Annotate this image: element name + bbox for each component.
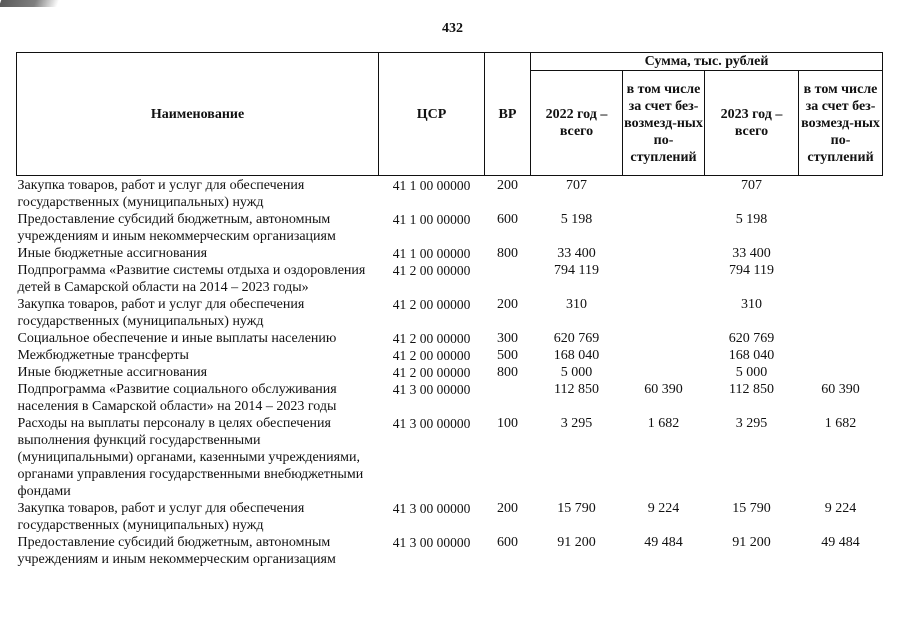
row-vr: 800	[497, 365, 518, 380]
row-2023-grant	[799, 347, 883, 364]
row-name: Расходы на выплаты персоналу в целях обеспечения выполнения функций государственными (муниципальными) органами, казенными учреждениями, органами управления государственными внебюджетными фондами	[17, 416, 364, 499]
row-2022-grant	[623, 262, 705, 296]
row-csr: 41 1 00 00000	[392, 246, 471, 261]
table-row	[17, 262, 883, 296]
row-csr: 41 2 00 00000	[392, 263, 471, 278]
row-2022-grant: 9 224	[647, 501, 680, 516]
row-2023-total: 91 200	[732, 535, 771, 550]
row-2023-grant	[799, 296, 883, 330]
row-2023-grant: 49 484	[821, 535, 860, 550]
row-name: Иные бюджетные ассигнования	[17, 365, 208, 380]
row-2022-total: 15 790	[557, 501, 596, 516]
table-row	[17, 245, 883, 262]
row-2023-grant	[799, 364, 883, 381]
table-row	[17, 415, 883, 500]
row-csr: 41 1 00 00000	[392, 212, 471, 227]
table-row	[17, 381, 883, 415]
header-2022-grant: в том числе за счет без-возмезд-ных по-ступлений	[623, 71, 705, 176]
scan-artifact	[0, 0, 59, 7]
row-2023-total: 620 769	[728, 331, 775, 346]
row-2022-total: 794 119	[554, 263, 599, 278]
row-vr: 200	[497, 297, 518, 312]
row-vr	[485, 381, 531, 415]
table-body	[17, 176, 883, 569]
row-2022-total: 5 198	[560, 212, 593, 227]
row-2023-total: 310	[741, 297, 762, 312]
row-name: Закупка товаров, работ и услуг для обеспечения государственных (муниципальных) нужд	[17, 297, 305, 329]
row-2023-total: 33 400	[732, 246, 771, 261]
row-2022-grant	[623, 364, 705, 381]
row-2022-total: 310	[566, 297, 587, 312]
row-2022-total: 3 295	[560, 416, 593, 431]
row-2022-total: 5 000	[560, 365, 593, 380]
row-2023-grant	[799, 262, 883, 296]
row-2022-grant	[623, 330, 705, 347]
row-2022-grant	[623, 296, 705, 330]
row-2022-grant: 60 390	[644, 382, 683, 397]
table-row	[17, 211, 883, 245]
row-csr: 41 2 00 00000	[392, 365, 471, 380]
row-csr: 41 3 00 00000	[392, 382, 471, 397]
header-2023-total: 2023 год – всего	[705, 71, 799, 176]
row-2023-total: 15 790	[732, 501, 771, 516]
row-2023-grant: 9 224	[824, 501, 857, 516]
row-2022-total: 168 040	[553, 348, 600, 363]
row-vr: 200	[497, 501, 518, 516]
row-csr: 41 2 00 00000	[392, 348, 471, 363]
row-name: Закупка товаров, работ и услуг для обеспечения государственных (муниципальных) нужд	[17, 178, 305, 210]
table-row	[17, 176, 883, 212]
row-2023-grant: 1 682	[824, 416, 857, 431]
row-2022-grant	[623, 211, 705, 245]
row-2022-grant	[623, 245, 705, 262]
header-sum: Сумма, тыс. рублей	[531, 53, 883, 71]
row-2022-total: 91 200	[557, 535, 596, 550]
row-vr: 200	[497, 178, 518, 193]
row-2023-grant	[799, 245, 883, 262]
row-vr: 300	[497, 331, 518, 346]
row-csr: 41 3 00 00000	[392, 501, 471, 516]
row-2023-total: 112 850	[729, 382, 774, 397]
budget-table	[16, 52, 883, 568]
row-2022-grant: 1 682	[647, 416, 680, 431]
row-2022-total: 33 400	[557, 246, 596, 261]
row-2022-total: 112 850	[554, 382, 599, 397]
row-csr: 41 3 00 00000	[392, 416, 471, 431]
row-csr: 41 2 00 00000	[392, 331, 471, 346]
row-2023-total: 794 119	[729, 263, 774, 278]
row-2023-total: 5 000	[735, 365, 768, 380]
header-name: Наименование	[17, 53, 379, 176]
row-csr: 41 2 00 00000	[392, 297, 471, 312]
row-2022-grant: 49 484	[644, 535, 683, 550]
row-2023-total: 5 198	[735, 212, 768, 227]
row-2023-grant	[799, 211, 883, 245]
row-2022-grant	[623, 176, 705, 212]
table-header	[17, 53, 883, 176]
row-vr: 800	[497, 246, 518, 261]
row-name: Подпрограмма «Развитие социального обслуживания населения в Самарской области» на 2014 – 2023 годы	[17, 382, 337, 414]
row-name: Иные бюджетные ассигнования	[17, 246, 208, 261]
header-csr: ЦСР	[379, 53, 485, 176]
row-2023-grant	[799, 330, 883, 347]
row-csr: 41 1 00 00000	[392, 178, 471, 193]
row-vr: 600	[497, 212, 518, 227]
table-row	[17, 330, 883, 347]
row-csr: 41 3 00 00000	[392, 535, 471, 550]
row-2023-total: 168 040	[728, 348, 775, 363]
row-2023-total: 3 295	[735, 416, 768, 431]
table-row	[17, 534, 883, 568]
table-row	[17, 500, 883, 534]
header-2022-total: 2022 год – всего	[531, 71, 623, 176]
row-2022-total: 707	[566, 178, 587, 193]
row-name: Предоставление субсидий бюджетным, автономным учреждениям и иным некоммерческим организациям	[17, 535, 336, 567]
table-row	[17, 364, 883, 381]
row-name: Закупка товаров, работ и услуг для обеспечения государственных (муниципальных) нужд	[17, 501, 305, 533]
header-vr: ВР	[485, 53, 531, 176]
row-vr: 500	[497, 348, 518, 363]
row-name: Межбюджетные трансферты	[17, 348, 189, 363]
row-2023-grant: 60 390	[821, 382, 860, 397]
row-2022-grant	[623, 347, 705, 364]
row-name: Социальное обеспечение и иные выплаты населению	[17, 331, 337, 346]
row-vr: 600	[497, 535, 518, 550]
page-number: 432	[442, 21, 463, 36]
row-2022-total: 620 769	[553, 331, 600, 346]
table-row	[17, 347, 883, 364]
row-2023-total: 707	[741, 178, 762, 193]
header-2023-grant: в том числе за счет без-возмезд-ных по-ступлений	[799, 71, 883, 176]
row-vr: 100	[497, 416, 518, 431]
row-2023-grant	[799, 176, 883, 212]
row-name: Предоставление субсидий бюджетным, автономным учреждениям и иным некоммерческим организациям	[17, 212, 336, 244]
table-row	[17, 296, 883, 330]
row-vr	[485, 262, 531, 296]
row-name: Подпрограмма «Развитие системы отдыха и оздоровления детей в Самарской области на 2014 – 2023 годы»	[17, 263, 366, 295]
